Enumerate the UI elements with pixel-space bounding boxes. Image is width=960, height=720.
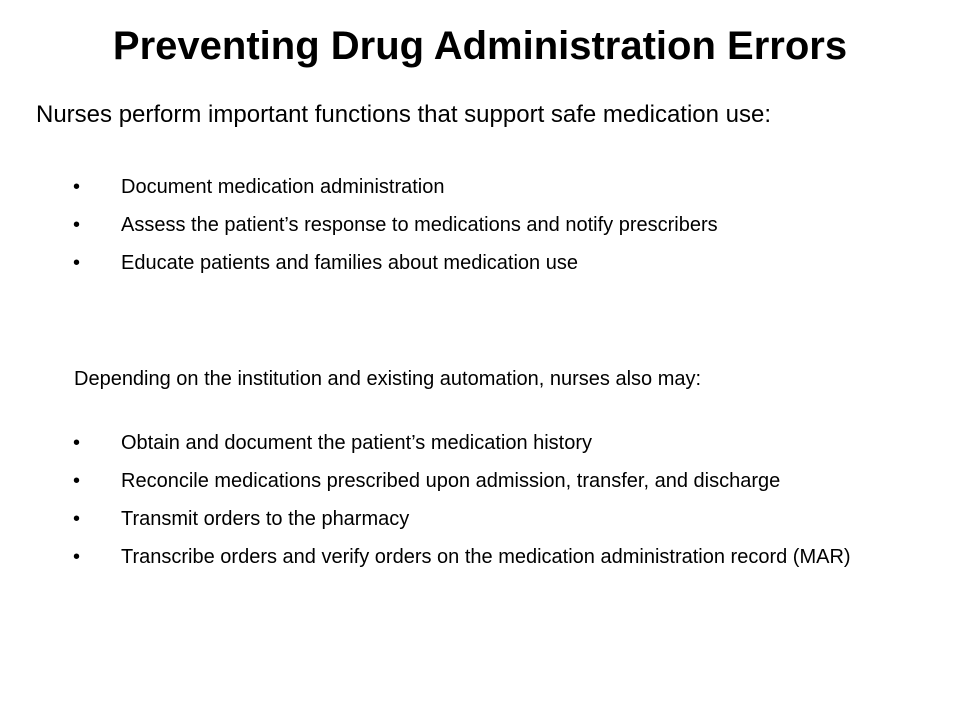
- bullet-icon: •: [73, 432, 81, 454]
- bullet-icon: •: [73, 508, 81, 530]
- list-item: [0, 506, 891, 532]
- bullet-icon: •: [73, 470, 81, 492]
- list-item-text: Reconcile medications prescribed upon admission, transfer, and discharge: [121, 470, 781, 492]
- lead-text: Depending on the institution and existing automation, nurses also may:: [74, 368, 702, 390]
- optional-functions-list: [0, 430, 960, 582]
- list-item: [0, 174, 891, 200]
- list-item-text: Document medication administration: [121, 176, 445, 198]
- list-item: [0, 468, 891, 494]
- list-item: [0, 544, 891, 570]
- list-item-text: Transcribe orders and verify orders on the medication administration record (MAR): [121, 546, 851, 568]
- list-item: [0, 212, 891, 238]
- list-item: [0, 430, 891, 456]
- bullet-icon: •: [73, 214, 81, 236]
- intro-text: Nurses perform important functions that support safe medication use:: [36, 101, 772, 128]
- list-item: [0, 250, 891, 276]
- list-item-text: Transmit orders to the pharmacy: [121, 508, 410, 530]
- slide-title: Preventing Drug Administration Errors: [112, 24, 848, 68]
- list-item-text: Educate patients and families about medication use: [121, 252, 578, 274]
- bullet-icon: •: [73, 176, 81, 198]
- list-item-text: Obtain and document the patient’s medication history: [121, 432, 593, 454]
- list-item-text: Assess the patient’s response to medications and notify prescribers: [121, 214, 718, 236]
- nurse-functions-list: [0, 174, 960, 288]
- bullet-icon: •: [73, 546, 81, 568]
- bullet-icon: •: [73, 252, 81, 274]
